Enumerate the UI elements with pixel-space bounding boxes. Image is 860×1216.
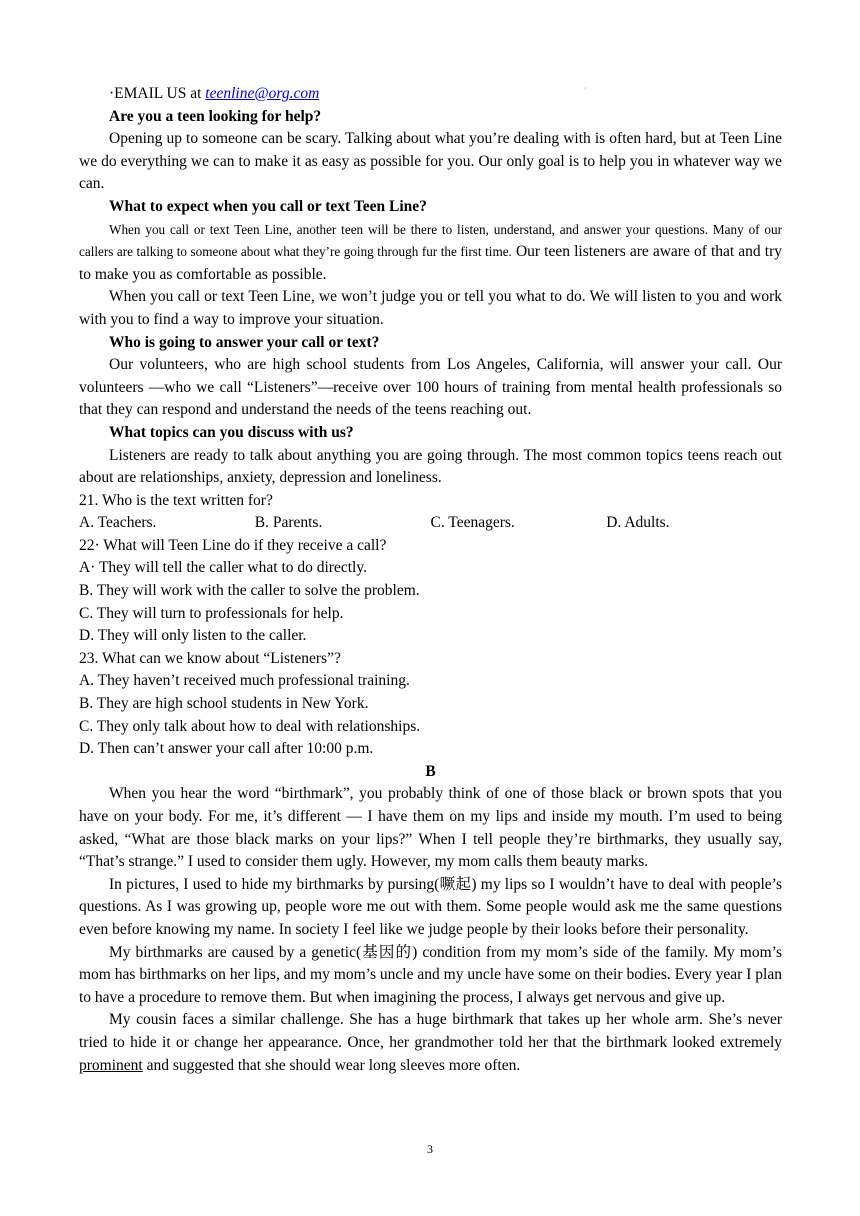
option-c: C. They only talk about how to deal with relationships.: [79, 717, 421, 735]
section-heading: Are you a teen looking for help?: [109, 107, 322, 125]
paragraph-rest: Our teen listeners are aware of that and try to make you as comfortable as possible.: [79, 243, 782, 283]
option-c: C. Teenagers.: [430, 514, 515, 532]
option-c: C. They will turn to professionals for help.: [79, 604, 344, 622]
question-22: 22· What will Teen Line do if they receive a call?: [79, 536, 387, 554]
paragraph: My birthmarks are caused by a genetic(基因的) condition from my mom’s side of the family. My mom’s mom has birthmarks on her lips, and my mom’s uncle and my uncle have some on their bodies. Every year I plan to have a procedure to remove them. But when imagining the process, I always get nervous and give up.: [79, 943, 782, 1006]
paragraph: In pictures, I used to hide my birthmarks by pursing(噘起) my lips so I wouldn’t have to deal with people’s questions. As I was growing up, people wore me out with them. Some people would ask me the same questions even before knowing my name. In society I feel like we judge people by their looks before their personality.: [79, 875, 782, 938]
email-line: [79, 83, 782, 106]
section-heading: What to expect when you call or text Teen Line?: [109, 197, 427, 215]
option-d: D. Then can’t answer your call after 10:00 p.m.: [79, 740, 374, 758]
small-text: When you call or text Teen Line, another teen will be there to listen, understand, and answer your questions. Many of our callers are talking to someone about what they’re going through fur the first time.: [79, 221, 782, 260]
option-b: B. They are high school students in New York.: [79, 695, 369, 713]
question-21: 21. Who is the text written for?: [79, 491, 273, 509]
email-link[interactable]: teenline@org.com: [205, 85, 320, 102]
section-heading: Who is going to answer your call or text?: [109, 333, 380, 351]
question-21-options: [79, 512, 782, 535]
option-d: D. They will only listen to the caller.: [79, 627, 307, 645]
paragraph: [79, 219, 782, 287]
option-d: D. Adults.: [606, 514, 670, 532]
page-number: 3: [427, 1142, 433, 1156]
paragraph: Our volunteers, who are high school students from Los Angeles, California, will answer your call. Our volunteers —who we call “Listeners”—receive over 100 hours of training from mental health professionals so that they can respond and understand the needs of the teens reaching out.: [79, 356, 782, 419]
email-prefix: ·EMAIL US at: [109, 85, 206, 102]
paragraph: [79, 1009, 782, 1077]
option-a: A. Teachers.: [79, 514, 157, 532]
underlined-word: prominent: [79, 1056, 143, 1074]
stray-mark: ': [585, 86, 587, 95]
paragraph-text: and suggested that she should wear long sleeves more often.: [142, 1056, 521, 1074]
document-body: [79, 83, 782, 1077]
option-a: A. They haven’t received much professional training.: [79, 672, 410, 690]
option-a: A· They will tell the caller what to do directly.: [79, 559, 367, 577]
paragraph: Listeners are ready to talk about anything you are going through. The most common topics teens reach out about are relationships, anxiety, depression and loneliness.: [79, 446, 782, 487]
section-b-title: B: [425, 762, 436, 780]
paragraph-text: My cousin faces a similar challenge. She has a huge birthmark that takes up her whole arm. She’s never tried to hide it or change her appearance. Once, her grandmother told her that the birthmark looked extremely: [79, 1011, 782, 1051]
paragraph: When you call or text Teen Line, we won’t judge you or tell you what to do. We will listen to you and work with you to find a way to improve your situation.: [79, 288, 782, 328]
option-b: B. They will work with the caller to solve the problem.: [79, 582, 420, 600]
option-b: B. Parents.: [254, 514, 323, 532]
paragraph: When you hear the word “birthmark”, you probably think of one of those black or brown spots that you have on your body. For me, it’s different — I have them on my lips and inside my mouth. I’m used to being asked, “What are those black marks on your lips?” When I tell people they’re birthmarks, they usually say, “That’s strange.” I used to consider them ugly. However, my mom calls them beauty marks.: [79, 785, 782, 871]
question-23: 23. What can we know about “Listeners”?: [79, 649, 341, 667]
paragraph: Opening up to someone can be scary. Talking about what you’re dealing with is often hard, but at Teen Line we do everything we can to make it as easy as possible for you. Our only goal is to help you in whatever way we can.: [79, 130, 782, 193]
section-heading: What topics can you discuss with us?: [109, 423, 354, 441]
